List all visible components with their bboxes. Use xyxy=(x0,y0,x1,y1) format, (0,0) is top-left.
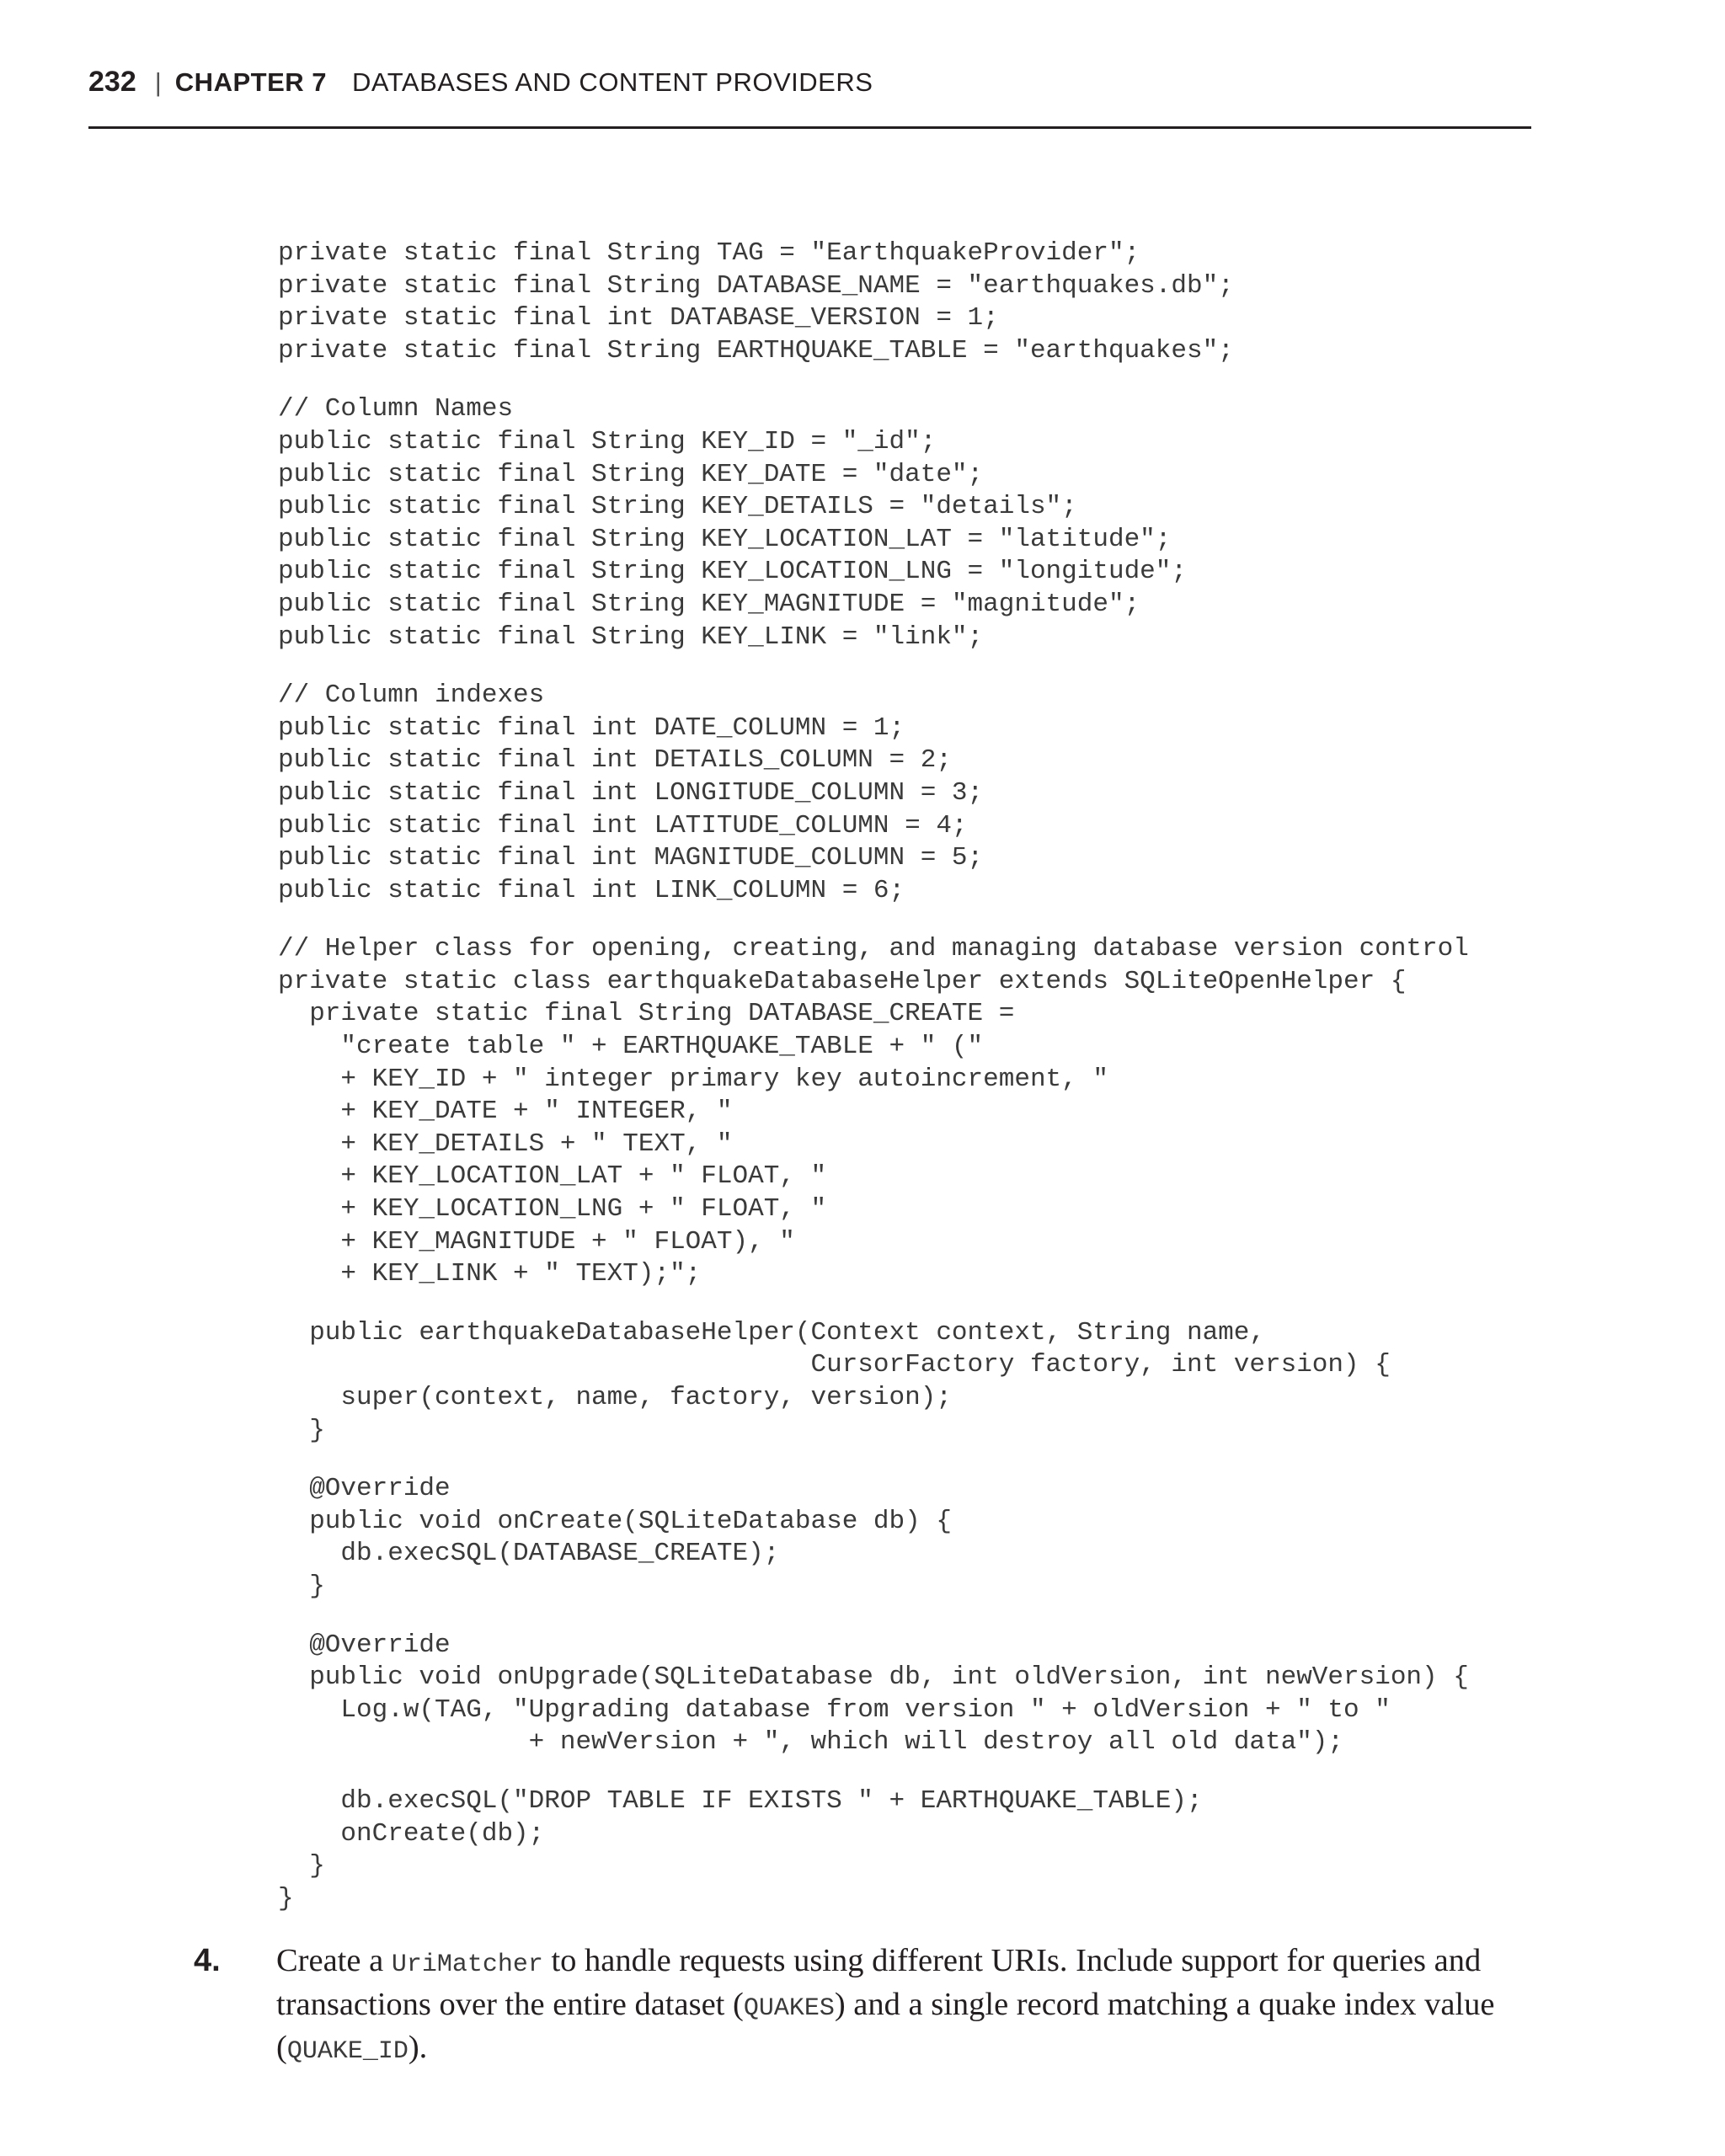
code-line: + KEY_MAGNITUDE + " FLOAT), " xyxy=(278,1226,795,1257)
code-line: } xyxy=(278,1851,325,1881)
code-line: onCreate(db); xyxy=(278,1818,545,1849)
code-line: "create table " + EARTHQUAKE_TABLE + " (" xyxy=(278,1032,984,1062)
code-line: public static final String KEY_DATE = "date"; xyxy=(278,459,984,489)
code-line: public static final String KEY_MAGNITUDE = "magnitude"; xyxy=(278,589,1140,619)
code-line: private static final int DATABASE_VERSION = 1; xyxy=(278,303,999,334)
code-line: private static final String DATABASE_CREATE = xyxy=(278,999,1015,1029)
running-head xyxy=(88,66,873,104)
header-rule xyxy=(88,126,1531,129)
code-line: public static final String KEY_DETAILS = "details"; xyxy=(278,492,1077,522)
step-number: 4. xyxy=(194,1943,221,1978)
code-line: public static final String KEY_ID = "_id"; xyxy=(278,426,937,456)
step-text xyxy=(276,1941,1540,2072)
code-line: db.execSQL(DATABASE_CREATE); xyxy=(278,1539,780,1569)
code-line: + KEY_DATE + " INTEGER, " xyxy=(278,1097,733,1127)
header-separator: | xyxy=(154,67,162,97)
step-text-segment: ) and a single record matching a quake index value ( xyxy=(276,1986,1495,2065)
code-line: } xyxy=(278,1571,325,1601)
code-line: @Override xyxy=(278,1630,451,1660)
code-line: + KEY_LOCATION_LNG + " FLOAT, " xyxy=(278,1194,827,1225)
chapter-title: DATABASES AND CONTENT PROVIDERS xyxy=(352,67,873,97)
code-line: + KEY_LOCATION_LAT + " FLOAT, " xyxy=(278,1161,827,1192)
code-line: CursorFactory factory, int version) { xyxy=(278,1350,1391,1380)
code-line: // Column Names xyxy=(278,394,514,424)
code-line: private static class earthquakeDatabaseHelper extends SQLiteOpenHelper { xyxy=(278,966,1407,996)
code-line: // Column indexes xyxy=(278,680,545,711)
chapter-label: CHAPTER 7 xyxy=(174,67,327,97)
code-line: @Override xyxy=(278,1474,451,1504)
code-line: public static final int LONGITUDE_COLUMN = 3; xyxy=(278,777,984,808)
step-text-segment: Create a xyxy=(276,1943,392,1978)
code-line: public static final int DETAILS_COLUMN = 2; xyxy=(278,745,952,776)
code-line: // Helper class for opening, creating, and managing database version control xyxy=(278,934,1469,964)
code-line: public static final int LINK_COLUMN = 6; xyxy=(278,875,905,905)
code-line: public void onCreate(SQLiteDatabase db) { xyxy=(278,1506,952,1536)
code-line: public static final String KEY_LINK = "link"; xyxy=(278,622,984,652)
code-line: Log.w(TAG, "Upgrading database from version " + oldVersion + " to " xyxy=(278,1694,1391,1725)
code-line: private static final String EARTHQUAKE_TABLE = "earthquakes"; xyxy=(278,335,1234,366)
code-line: public static final int LATITUDE_COLUMN = 4; xyxy=(278,810,968,841)
code-line: super(context, name, factory, version); xyxy=(278,1383,952,1412)
code-line: private static final String TAG = "EarthquakeProvider"; xyxy=(278,238,1140,268)
code-line: private static final String DATABASE_NAME = "earthquakes.db"; xyxy=(278,270,1234,301)
code-line: public void onUpgrade(SQLiteDatabase db, int oldVersion, int newVersion) { xyxy=(278,1662,1469,1693)
code-line: public static final int MAGNITUDE_COLUMN = 5; xyxy=(278,843,984,873)
code-line: public static final String KEY_LOCATION_LAT = "latitude"; xyxy=(278,524,1172,554)
inline-code-urimatcher: UriMatcher xyxy=(391,1951,543,1979)
inline-code-quake-id: QUAKE_ID xyxy=(286,2037,409,2066)
code-line: } xyxy=(278,1415,325,1445)
code-line: public static final int DATE_COLUMN = 1; xyxy=(278,712,905,743)
code-listing xyxy=(278,237,1469,1915)
code-line: public static final String KEY_LOCATION_LNG = "longitude"; xyxy=(278,557,1187,587)
code-line: db.execSQL("DROP TABLE IF EXISTS " + EARTHQUAKE_TABLE); xyxy=(278,1785,1203,1816)
inline-code-quakes: QUAKES xyxy=(743,1993,835,2023)
code-line: public earthquakeDatabaseHelper(Context context, String name, xyxy=(278,1317,1265,1348)
code-line: + KEY_ID + " integer primary key autoincrement, " xyxy=(278,1064,1108,1094)
step-text-segment: to handle requests using different URIs. Include support for queries and transactions over the entire dataset ( xyxy=(276,1943,1482,2022)
code-line: + newVersion + ", which will destroy all old data"); xyxy=(278,1727,1344,1758)
code-line: + KEY_LINK + " TEXT);"; xyxy=(278,1259,702,1289)
page-number: 232 xyxy=(88,66,136,98)
code-line: + KEY_DETAILS + " TEXT, " xyxy=(278,1129,733,1159)
code-line: } xyxy=(278,1883,294,1913)
step-text-segment: ). xyxy=(408,2030,428,2065)
